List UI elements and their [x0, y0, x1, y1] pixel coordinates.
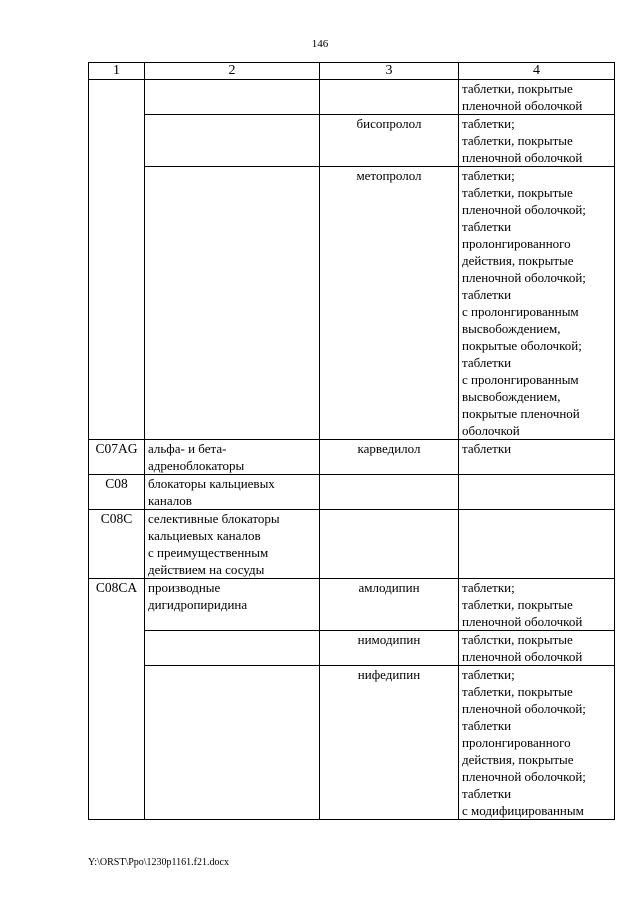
column-header-3: 3 [320, 63, 459, 80]
dosage-form-cell [459, 631, 615, 666]
group-name-line: производные [148, 580, 221, 595]
dosage-form-line: пролонгированного [462, 236, 571, 251]
dosage-form-line: покрытые оболочкой; [462, 338, 582, 353]
dosage-form-line: пленочной оболочкой [462, 98, 583, 113]
dosage-form-line: таблетки [462, 219, 512, 234]
footer-file-path: Y:\ORST\Ppo\1230p1161.f21.docx [88, 857, 229, 868]
dosage-form-line: высвобождением, [462, 389, 561, 404]
group-name-line: каналов [148, 493, 192, 508]
dosage-form-cell [459, 510, 615, 579]
dosage-form-line: таблетки, покрытые [462, 597, 573, 612]
table-row [89, 440, 615, 475]
dosage-form-line: таблстки, покрытые [462, 632, 573, 647]
dosage-form-line: таблетки; [462, 667, 515, 682]
inn-cell: метопролол [320, 167, 459, 440]
group-name-cell [145, 579, 320, 631]
group-name-cell [145, 80, 320, 115]
column-header-4: 4 [459, 63, 615, 80]
dosage-form-line: таблетки; [462, 116, 515, 131]
dosage-form-line: пленочной оболочкой [462, 150, 583, 165]
table-row [89, 167, 615, 440]
dosage-form-line: пленочной оболочкой; [462, 701, 586, 716]
inn-cell [320, 80, 459, 115]
dosage-form-cell [459, 167, 615, 440]
dosage-form-line: оболочкой [462, 423, 520, 438]
dosage-form-line: с пролонгированным [462, 304, 579, 319]
dosage-form-line: таблетки [462, 287, 512, 302]
dosage-form-line: таблетки [462, 441, 512, 456]
dosage-form-line: пленочной оболочкой; [462, 202, 586, 217]
table-row [89, 631, 615, 666]
dosage-form-line: действия, покрытые [462, 752, 574, 767]
atc-code-cell [89, 167, 145, 440]
table-header-row [89, 63, 615, 80]
dosage-form-line: таблетки; [462, 580, 515, 595]
group-name-line: с преимущественным [148, 545, 269, 560]
dosage-form-cell [459, 666, 615, 820]
table-row [89, 579, 615, 631]
dosage-form-line: с пролонгированным [462, 372, 579, 387]
dosage-form-cell [459, 115, 615, 167]
group-name-cell [145, 440, 320, 475]
dosage-form-line: таблетки, покрытые [462, 133, 573, 148]
group-name-line: адреноблокаторы [148, 458, 245, 473]
dosage-form-line: пролонгированного [462, 735, 571, 750]
dosage-form-line: пленочной оболочкой; [462, 270, 586, 285]
dosage-form-line: таблетки [462, 718, 512, 733]
inn-cell: нифедипин [320, 666, 459, 820]
group-name-line: альфа- и бета- [148, 441, 227, 456]
group-name-cell [145, 475, 320, 510]
atc-code-cell: C08C [89, 510, 145, 579]
atc-code-cell [89, 115, 145, 167]
drug-table [88, 62, 615, 820]
inn-cell: амлодипин [320, 579, 459, 631]
group-name-cell [145, 631, 320, 666]
atc-code-cell: C08 [89, 475, 145, 510]
dosage-form-line: действия, покрытые [462, 253, 574, 268]
dosage-form-line: таблетки; [462, 168, 515, 183]
dosage-form-line: пленочной оболочкой [462, 614, 583, 629]
group-name-cell [145, 510, 320, 579]
group-name-cell [145, 666, 320, 820]
dosage-form-line: пленочной оболочкой; [462, 769, 586, 784]
group-name-line: дигидропиридина [148, 597, 248, 612]
table-row [89, 475, 615, 510]
table-row [89, 510, 615, 579]
dosage-form-line: таблетки [462, 355, 512, 370]
group-name-cell [145, 115, 320, 167]
inn-cell: карведилол [320, 440, 459, 475]
dosage-form-cell [459, 475, 615, 510]
dosage-form-line: пленочной оболочкой [462, 649, 583, 664]
dosage-form-line: таблетки, покрытые [462, 81, 573, 96]
dosage-form-cell [459, 440, 615, 475]
atc-code-cell: C08CA [89, 579, 145, 631]
table-row [89, 80, 615, 115]
dosage-form-line: покрытые пленочной [462, 406, 580, 421]
atc-code-cell [89, 631, 145, 666]
dosage-form-line: таблетки, покрытые [462, 185, 573, 200]
group-name-line: кальциевых каналов [148, 528, 261, 543]
dosage-form-line: таблетки [462, 786, 512, 801]
table-row [89, 115, 615, 167]
table-body [89, 80, 615, 820]
dosage-form-cell [459, 579, 615, 631]
dosage-form-line: с модифицированным [462, 803, 584, 818]
dosage-form-line: высвобождением, [462, 321, 561, 336]
inn-cell [320, 510, 459, 579]
group-name-line: селективные блокаторы [148, 511, 280, 526]
table-row [89, 666, 615, 820]
atc-code-cell: C07AG [89, 440, 145, 475]
dosage-form-line: таблетки, покрытые [462, 684, 573, 699]
column-header-2: 2 [145, 63, 320, 80]
group-name-line: блокаторы кальциевых [148, 476, 275, 491]
group-name-cell [145, 167, 320, 440]
atc-code-cell [89, 80, 145, 115]
inn-cell [320, 475, 459, 510]
column-header-1: 1 [89, 63, 145, 80]
atc-code-cell [89, 666, 145, 820]
page-number: 146 [311, 38, 329, 50]
dosage-form-cell [459, 80, 615, 115]
inn-cell: нимодипин [320, 631, 459, 666]
group-name-line: действием на сосуды [148, 562, 265, 577]
inn-cell: бисопролол [320, 115, 459, 167]
